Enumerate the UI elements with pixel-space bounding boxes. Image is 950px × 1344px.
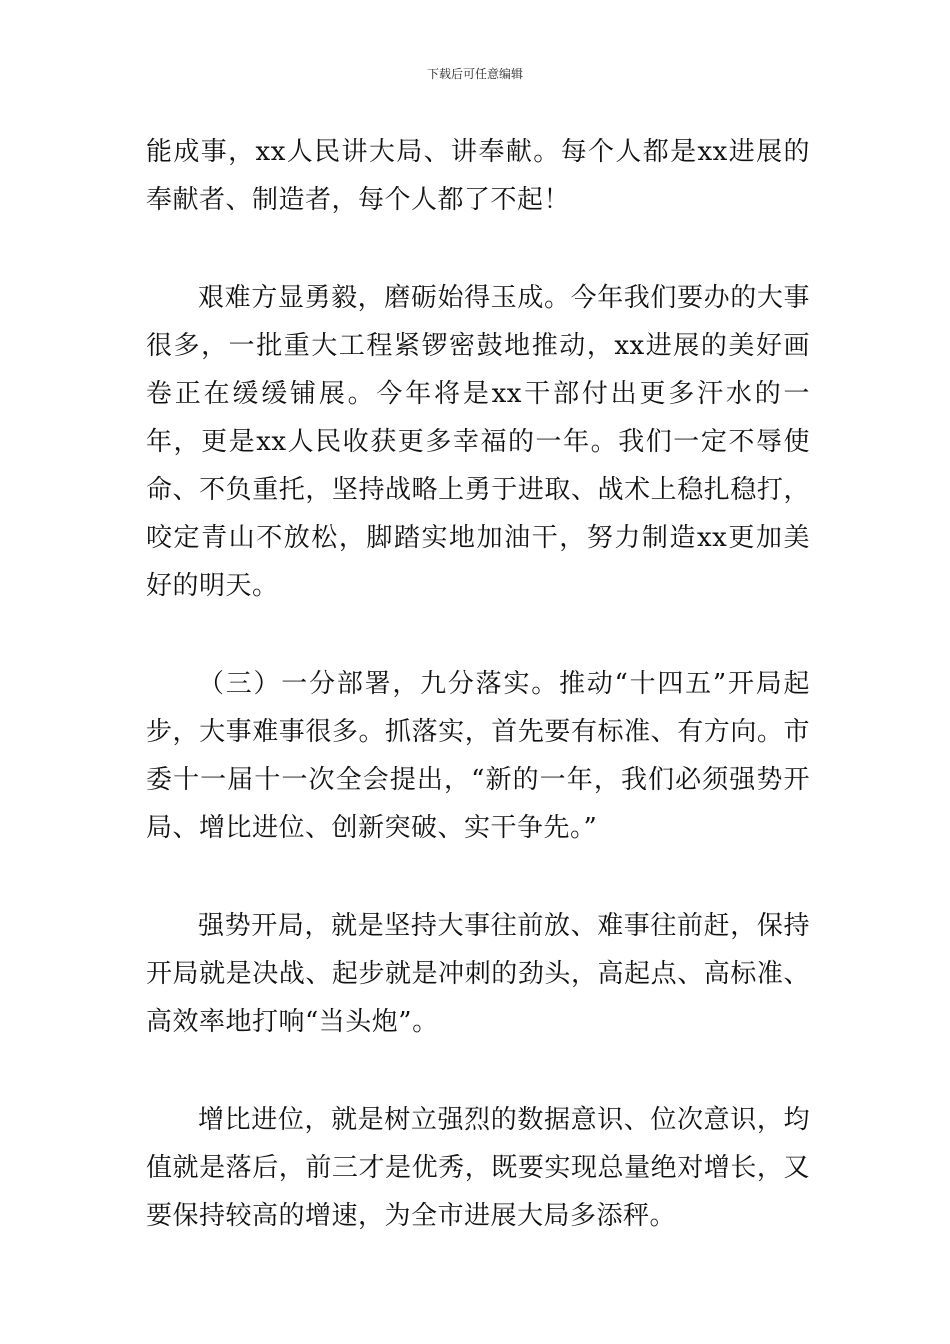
paragraph-5: 增比进位，就是树立强烈的数据意识、位次意识，均值就是落后，前三才是优秀，既要实现总量绝对增长，又要保持较高的增速，为全市进展大局多添秤。 (146, 1105, 810, 1231)
paragraph-2: 艰难方显勇毅，磨砺始得玉成。今年我们要办的大事很多，一批重大工程紧锣密鼓地推动，xx进展的美好画卷正在缓缓铺展。今年将是xx干部付出更多汗水的一年，更是xx人民收获更多幸福的一年。我们一定不辱使命、不负重托，坚持战略上勇于进取、战术上稳扎稳打，咬定青山不放松，脚踏实地加油干，努力制造xx更加美好的明天。 (146, 283, 810, 601)
paragraph-1: 能成事，xx人民讲大局、讲奉献。每个人都是xx进展的奉献者、制造者，每个人都了不起！ (146, 137, 810, 215)
paragraph-3: （三）一分部署，九分落实。推动“十四五”开局起步，大事难事很多。抓落实，首先要有标准、有方向。市委十一届十一次全会提出，“新的一年，我们必须强势开局、增比进位、创新突破、实干争先。” (146, 669, 810, 843)
paragraph-4: 强势开局，就是坚持大事往前放、难事往前赶，保持开局就是决战、起步就是冲刺的劲头，高起点、高标准、高效率地打响“当头炮”。 (146, 911, 810, 1037)
paragraph-gap (146, 610, 810, 660)
paragraph-gap (146, 852, 810, 902)
paragraph-gap (146, 224, 810, 274)
paragraph-gap (146, 1046, 810, 1096)
document-body (146, 128, 810, 1240)
page-header: 下载后可任意编辑 (426, 67, 523, 81)
